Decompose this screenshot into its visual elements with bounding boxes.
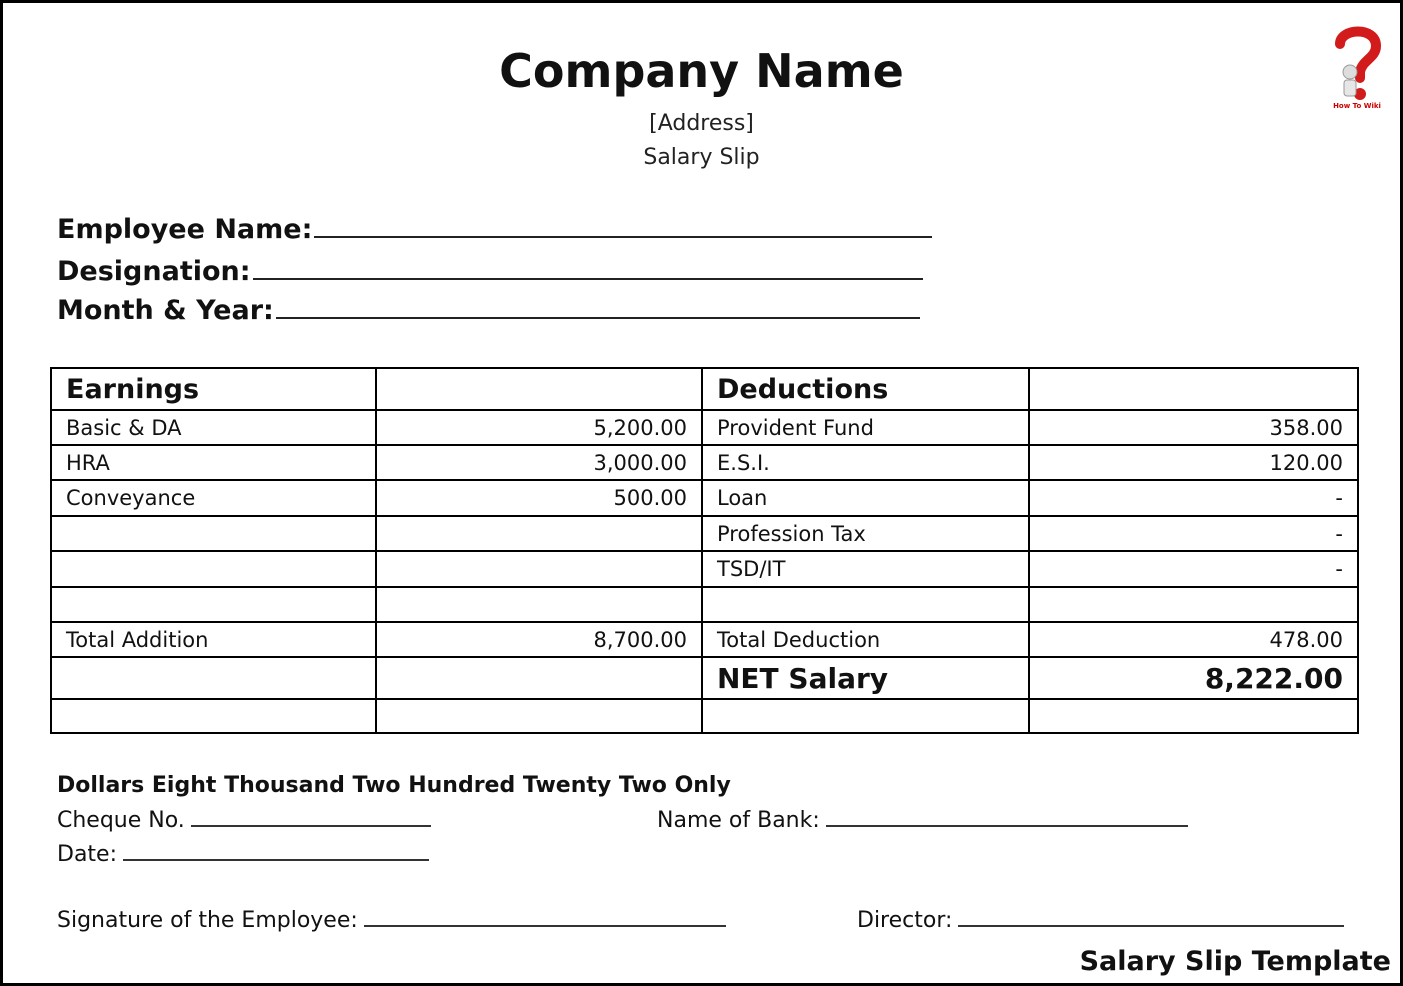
- month-year-blank: [276, 316, 920, 319]
- table-cell: [376, 368, 702, 410]
- earning-amount: [376, 551, 702, 587]
- total-addition-value: 8,700.00: [376, 622, 702, 657]
- table-cell: [702, 699, 1029, 733]
- table-row: [51, 516, 1358, 551]
- cheque-field: [57, 808, 431, 833]
- table-row: [51, 480, 1358, 516]
- designation-blank: [253, 277, 923, 280]
- employee-signature-label: Signature of the Employee:: [57, 908, 358, 933]
- table-cell: [51, 657, 376, 699]
- earning-label: [51, 516, 376, 551]
- earning-amount: [376, 516, 702, 551]
- employee-signature-field: [57, 908, 726, 933]
- how-to-wiki-logo: [1328, 22, 1388, 112]
- deduction-amount: -: [1029, 516, 1358, 551]
- earning-amount: 500.00: [376, 480, 702, 516]
- table-cell: [376, 657, 702, 699]
- salary-table: [50, 367, 1359, 734]
- director-signature-blank: [958, 924, 1344, 927]
- month-year-label: Month & Year:: [57, 295, 274, 326]
- deduction-label: TSD/IT: [702, 551, 1029, 587]
- deduction-amount: [1029, 587, 1358, 622]
- net-salary-label: NET Salary: [702, 657, 1029, 699]
- deductions-header: Deductions: [702, 368, 1029, 410]
- deduction-amount: -: [1029, 551, 1358, 587]
- table-row: [51, 551, 1358, 587]
- deduction-amount: 358.00: [1029, 410, 1358, 445]
- earning-label: Basic & DA: [51, 410, 376, 445]
- employee-signature-blank: [364, 924, 726, 927]
- table-cell: [1029, 699, 1358, 733]
- deduction-amount: -: [1029, 480, 1358, 516]
- employee-name-label: Employee Name:: [57, 214, 313, 245]
- earning-amount: [376, 587, 702, 622]
- table-cell: [1029, 368, 1358, 410]
- cheque-label: Cheque No.: [57, 808, 185, 833]
- employee-name-field: [57, 214, 932, 245]
- table-row: [51, 445, 1358, 480]
- earning-label: HRA: [51, 445, 376, 480]
- table-cell: [376, 699, 702, 733]
- table-cell: [51, 699, 376, 733]
- earning-label: Conveyance: [51, 480, 376, 516]
- earning-label: [51, 551, 376, 587]
- date-field: [57, 842, 429, 867]
- earning-amount: 3,000.00: [376, 445, 702, 480]
- company-address: [Address]: [649, 111, 754, 136]
- bank-label: Name of Bank:: [657, 808, 820, 833]
- total-addition-label: Total Addition: [51, 622, 376, 657]
- month-year-field: [57, 295, 920, 326]
- deduction-label: Profession Tax: [702, 516, 1029, 551]
- total-deduction-value: 478.00: [1029, 622, 1358, 657]
- net-salary-row: [51, 657, 1358, 699]
- deduction-label: E.S.I.: [702, 445, 1029, 480]
- document-title: Salary Slip: [643, 145, 760, 170]
- date-blank: [123, 858, 429, 861]
- totals-row: [51, 622, 1358, 657]
- net-salary-value: 8,222.00: [1029, 657, 1358, 699]
- table-row: [51, 410, 1358, 445]
- earning-amount: 5,200.00: [376, 410, 702, 445]
- date-label: Date:: [57, 842, 117, 867]
- table-header-row: [51, 368, 1358, 410]
- amount-in-words: Dollars Eight Thousand Two Hundred Twenty Two Only: [57, 773, 731, 798]
- employee-name-blank: [314, 235, 932, 238]
- cheque-blank: [191, 824, 431, 827]
- director-label: Director:: [857, 908, 953, 933]
- bank-field: [657, 808, 1188, 833]
- bank-blank: [826, 824, 1188, 827]
- earning-label: [51, 587, 376, 622]
- deduction-amount: 120.00: [1029, 445, 1358, 480]
- template-caption: Salary Slip Template: [1079, 946, 1391, 977]
- company-name: Company Name: [499, 44, 904, 98]
- designation-label: Designation:: [57, 256, 251, 287]
- earnings-header: Earnings: [51, 368, 376, 410]
- director-field: [857, 908, 1344, 933]
- deduction-label: [702, 587, 1029, 622]
- deduction-label: Provident Fund: [702, 410, 1029, 445]
- table-row: [51, 587, 1358, 622]
- deduction-label: Loan: [702, 480, 1029, 516]
- table-row: [51, 699, 1358, 733]
- total-deduction-label: Total Deduction: [702, 622, 1029, 657]
- designation-field: [57, 256, 923, 287]
- logo-caption: How To Wiki: [1333, 102, 1381, 110]
